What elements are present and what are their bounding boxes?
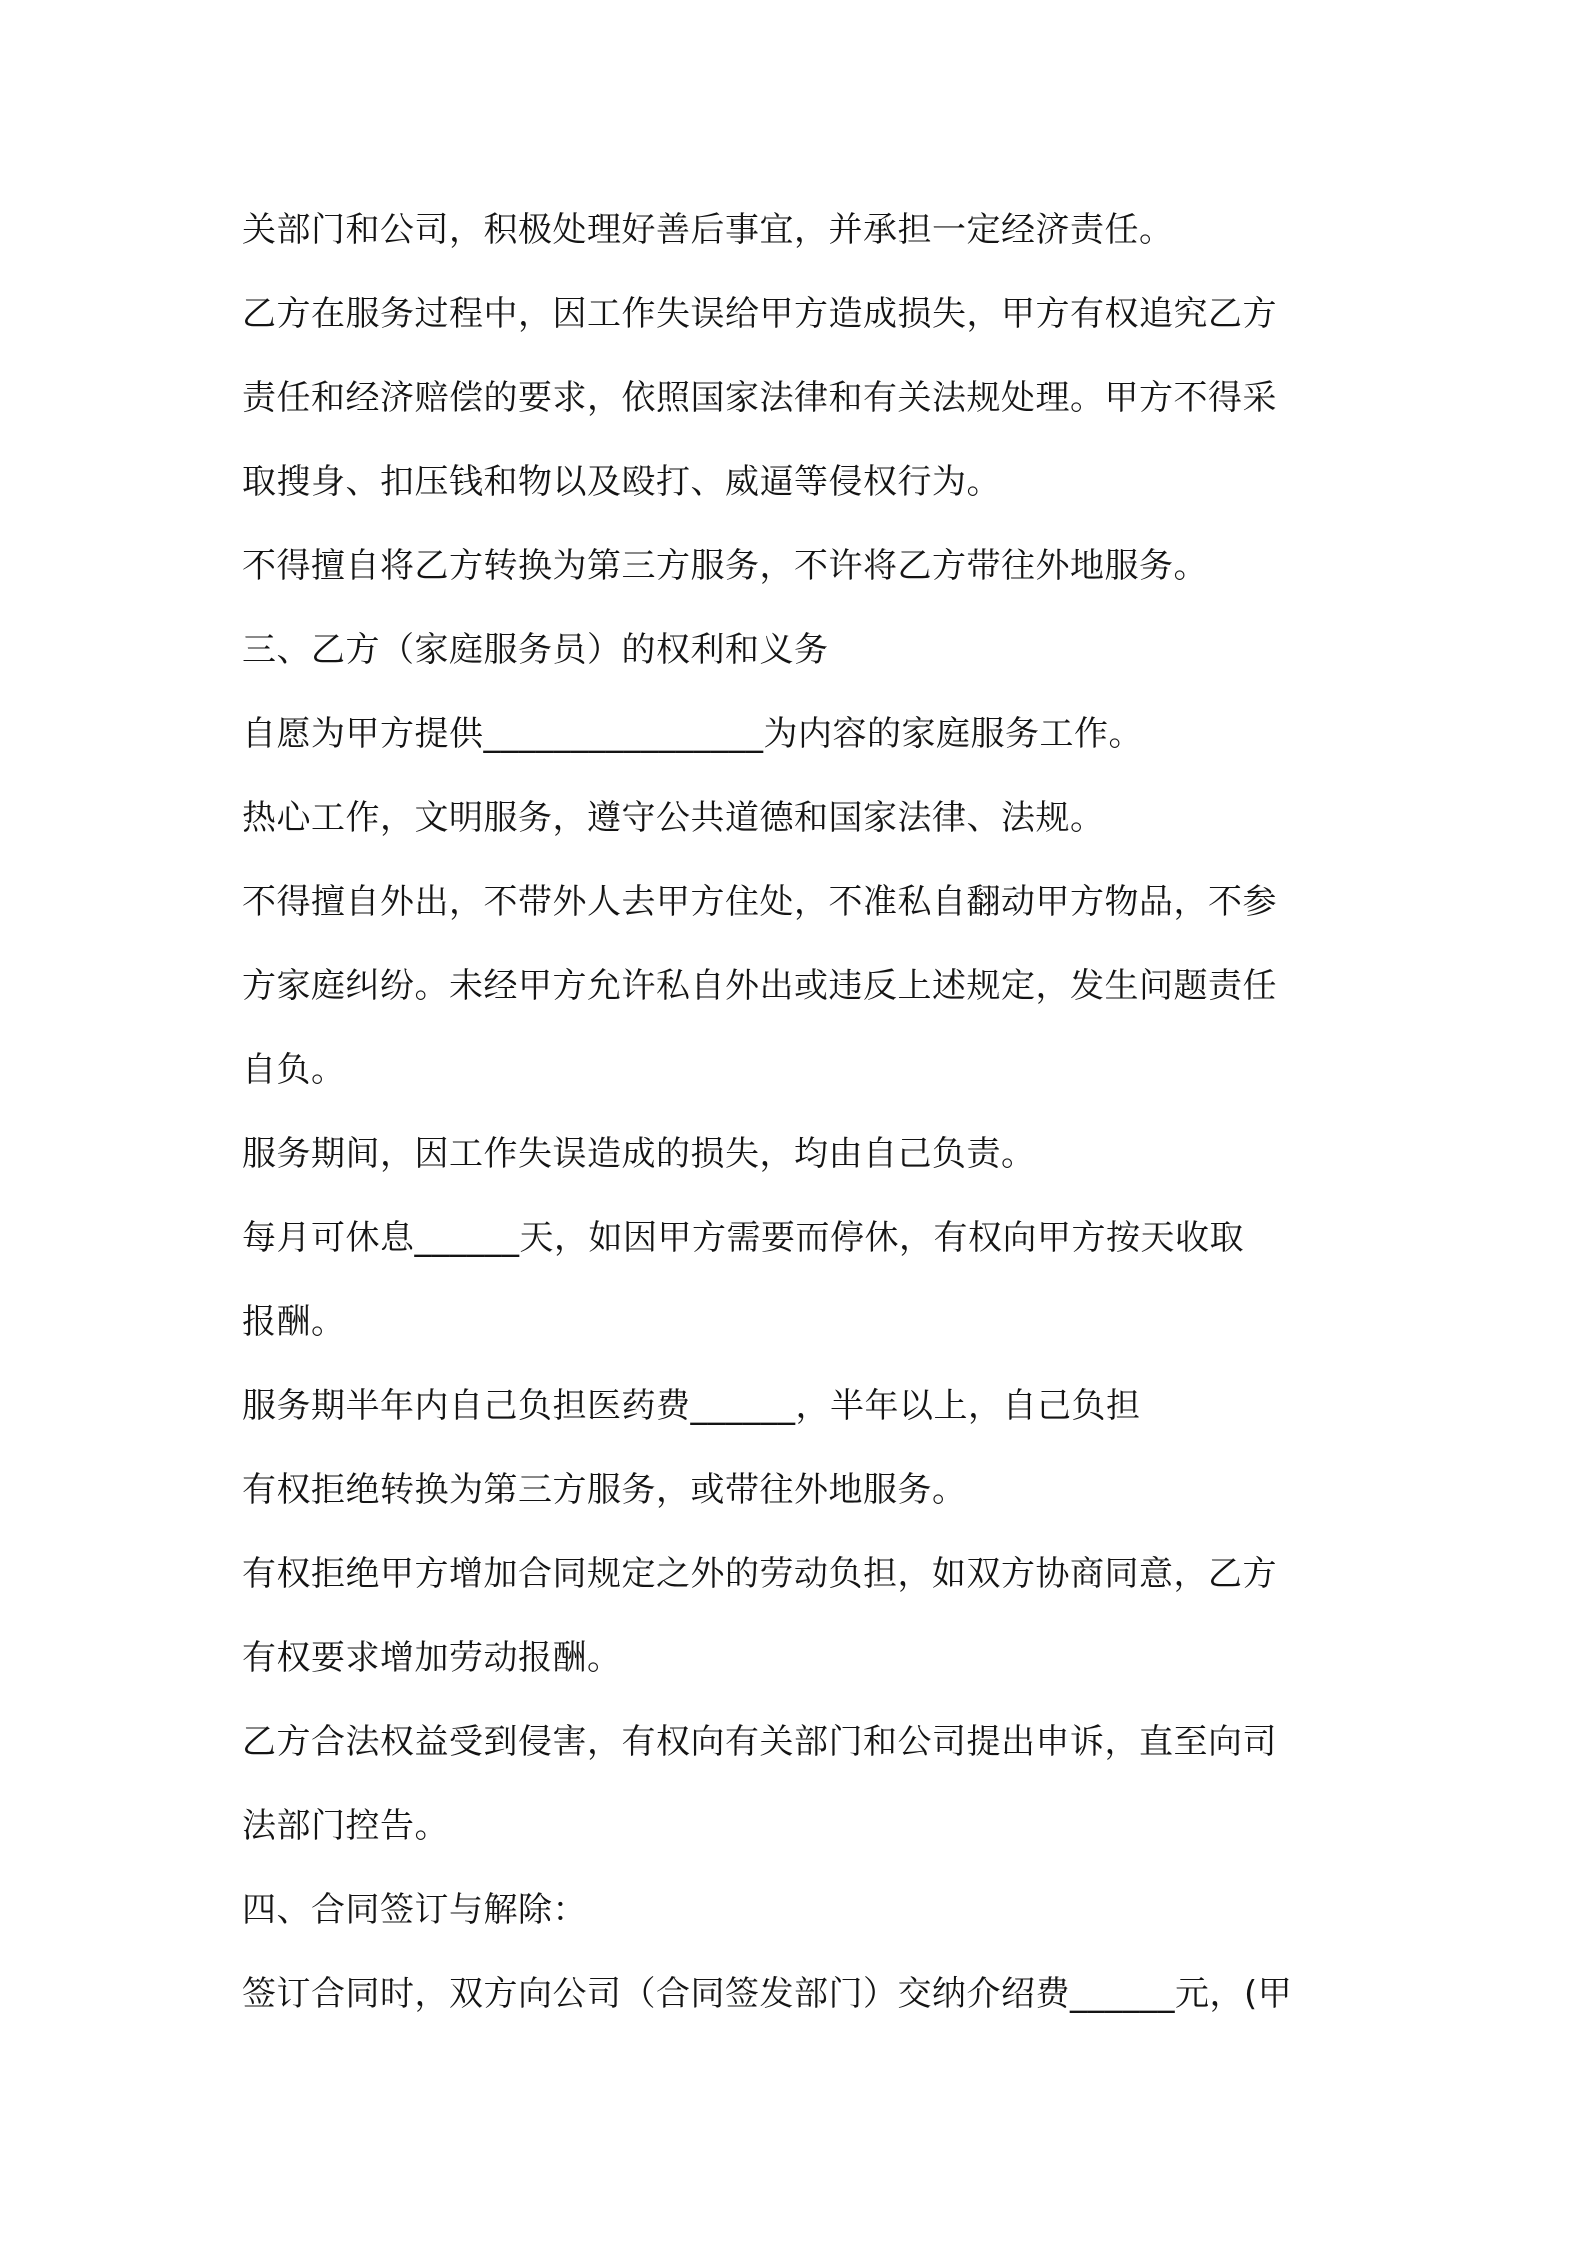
text-line: 服务期间，因工作失误造成的损失，均由自己负责。: [242, 1134, 1036, 1174]
section-heading: 四、合同签订与解除：: [242, 1890, 587, 1930]
text-line: 服务期半年内自己负担医药费______，半年以上，自己负担: [242, 1386, 1141, 1426]
text-line: 关部门和公司，积极处理好善后事宜，并承担一定经济责任。: [242, 210, 1174, 250]
text-line: 自愿为甲方提供________________为内容的家庭服务工作。: [242, 714, 1143, 754]
text-line: 乙方在服务过程中，因工作失误给甲方造成损失，甲方有权追究乙方: [242, 294, 1277, 334]
text-line: 报酬。: [242, 1302, 346, 1342]
text-line: 签订合同时，双方向公司（合同签发部门）交纳介绍费______元，(甲: [242, 1974, 1293, 2014]
text-line: 热心工作，文明服务，遵守公共道德和国家法律、法规。: [242, 798, 1105, 838]
text-line: 不得擅自将乙方转换为第三方服务，不许将乙方带往外地服务。: [242, 546, 1208, 586]
text-line: 自负。: [242, 1050, 346, 1090]
text-line: 不得擅自外出，不带外人去甲方住处，不准私自翻动甲方物品，不参: [242, 882, 1277, 922]
text-line: 有权拒绝转换为第三方服务，或带往外地服务。: [242, 1470, 967, 1510]
section-heading: 三、乙方（家庭服务员）的权利和义务: [242, 630, 829, 670]
text-line: 方家庭纠纷。未经甲方允许私自外出或违反上述规定，发生问题责任: [242, 966, 1277, 1006]
text-line: 每月可休息______天，如因甲方需要而停休，有权向甲方按天收取: [242, 1218, 1244, 1258]
text-line: 有权拒绝甲方增加合同规定之外的劳动负担，如双方协商同意，乙方: [242, 1554, 1277, 1594]
text-line: 乙方合法权益受到侵害，有权向有关部门和公司提出申诉，直至向司: [242, 1722, 1277, 1762]
text-line: 责任和经济赔偿的要求，依照国家法律和有关法规处理。甲方不得采: [242, 378, 1277, 418]
text-line: 有权要求增加劳动报酬。: [242, 1638, 622, 1678]
text-line: 取搜身、扣压钱和物以及殴打、威逼等侵权行为。: [242, 462, 1001, 502]
text-line: 法部门控告。: [242, 1806, 449, 1846]
